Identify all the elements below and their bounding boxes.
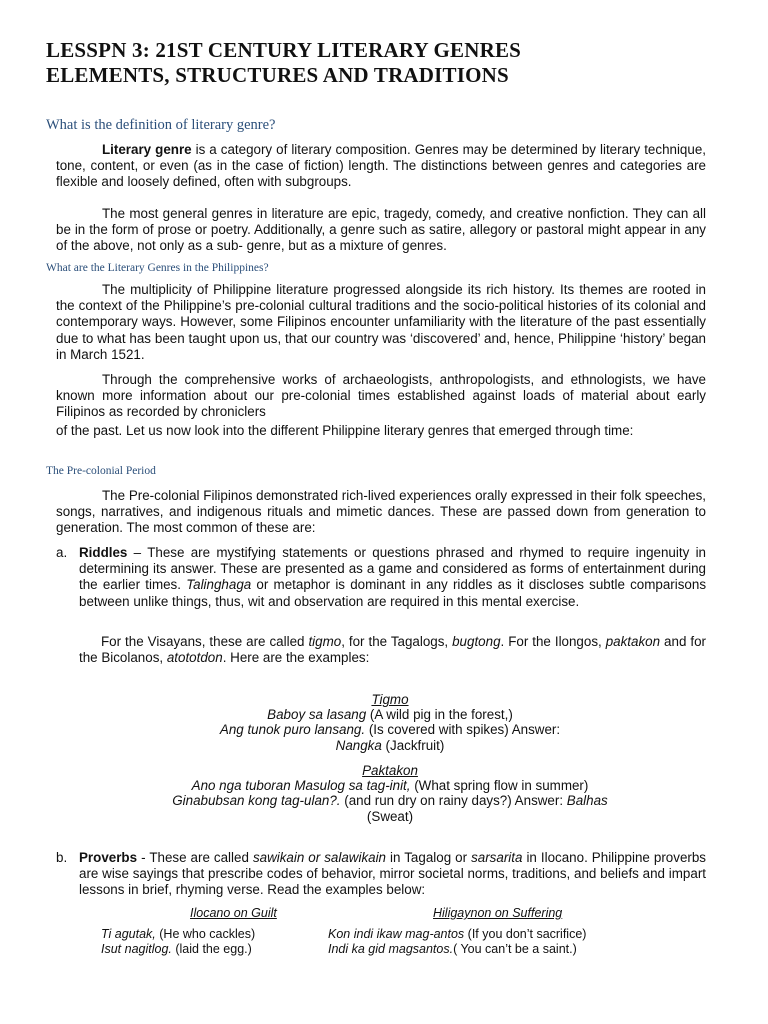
ilocano-heading: Ilocano on Guilt (190, 906, 277, 920)
archaeologists-paragraph: Through the comprehensive works of archaeologists, anthropologists, and ethnologists, we have known more information about our pre-colonial times established against loads of material about early Filipinos as recorded by chroniclers (56, 372, 706, 420)
title-line-2: ELEMENTS, STRUCTURES AND TRADITIONS (46, 63, 509, 87)
general-genres-paragraph: The most general genres in literature are epic, tragedy, comedy, and creative nonfiction. They can all be in the form of prose or poetry. Additionally, a genre such as satire, allegory or pastoral might appear in any of the above, not only as a sub- genre, but as a mixture of genres. (56, 206, 706, 254)
riddles-paragraph: Riddles – These are mystifying statements or questions phrased and rhymed to require ingenuity in determining its answer. These are presented as a game and considered as forms of entertainment during the earlier times. Talinghaga or metaphor is dominant in any riddles as it discloses subtle comparisons between unlike things, thus, wit and observation are required in this mental exercise. (79, 545, 707, 609)
multiplicity-paragraph: The multiplicity of Philippine literature progressed alongside its rich history. Its themes are rooted in the context of the Philippine’s pre-colonial cultural traditions and the socio-political histories of its colonial and contemporary ways. However, some Filipinos encounter unfamiliarity with the literature of the past essentially due to what has been taught upon us, that our country was ‘discovered’ and, hence, Philippine ‘history’ began in March 1521. (56, 282, 706, 362)
archaeologists-paragraph-cont: of the past. Let us now look into the different Philippine literary genres that emerged through time: (56, 423, 634, 438)
term-riddles: Riddles (79, 545, 128, 560)
heading-precolonial: The Pre-colonial Period (46, 465, 156, 477)
visayan-paragraph: For the Visayans, these are called tigmo, for the Tagalogs, bugtong. For the Ilongos, paktakon and for the Bicolanos, atototdon. Here are the examples: (79, 634, 706, 666)
paktakon-example: Paktakon Ano nga tuboran Masulog sa tag-init, (What spring flow in summer) Ginabubsan kong tag-ulan?. (and run dry on rainy days?) Answer: Balhas (Sweat) (172, 763, 608, 824)
term-literary-genre: Literary genre (102, 142, 192, 157)
proverbs-paragraph: Proverbs - These are called sawikain or salawikain in Tagalog or sarsarita in Ilocano. Philippine proverbs are wise sayings that prescribe codes of behavior, mirror societal norms, traditions, and beliefs and impart lessons in brief, rhyming verse. Read the examples below: (79, 850, 706, 898)
term-proverbs: Proverbs (79, 850, 138, 865)
tigmo-example: Tigmo Baboy sa lasang (A wild pig in the forest,) Ang tunok puro lansang. (Is covered with spikes) Answer: Nangka (Jackfruit) (219, 692, 561, 753)
tigmo-heading: Tigmo (371, 692, 409, 707)
definition-paragraph: Literary genre is a category of literary composition. Genres may be determined by literary technique, tone, content, or even (as in the case of fiction) length. The distinctions between genres and categories are flexible and loosely defined, often with subgroups. (56, 142, 706, 190)
hiligaynon-heading: Hiligaynon on Suffering (433, 906, 563, 920)
page-title (46, 38, 746, 88)
paktakon-heading: Paktakon (362, 763, 418, 778)
heading-definition: What is the definition of literary genre? (46, 117, 276, 133)
heading-ph-genres: What are the Literary Genres in the Philippines? (46, 262, 269, 274)
precolonial-paragraph: The Pre-colonial Filipinos demonstrated rich-lived experiences orally expressed in their folk speeches, songs, narratives, and indigenous rituals and mimetic dances. These are passed down from generation to generation. The most common of these are: (56, 488, 706, 536)
title-line-1: LESSPN 3: 21ST CENTURY LITERARY GENRES (46, 38, 522, 62)
list-marker-a: a. (56, 545, 68, 560)
list-marker-b: b. (56, 850, 68, 865)
ilocano-proverb: Ti agutak, (He who cackles) Isut nagitlog. (laid the egg.) (101, 927, 256, 956)
hiligaynon-proverb: Kon indi ikaw mag-antos (If you don’t sacrifice) Indi ka gid magsantos.( You can’t be a saint.) (328, 927, 587, 956)
